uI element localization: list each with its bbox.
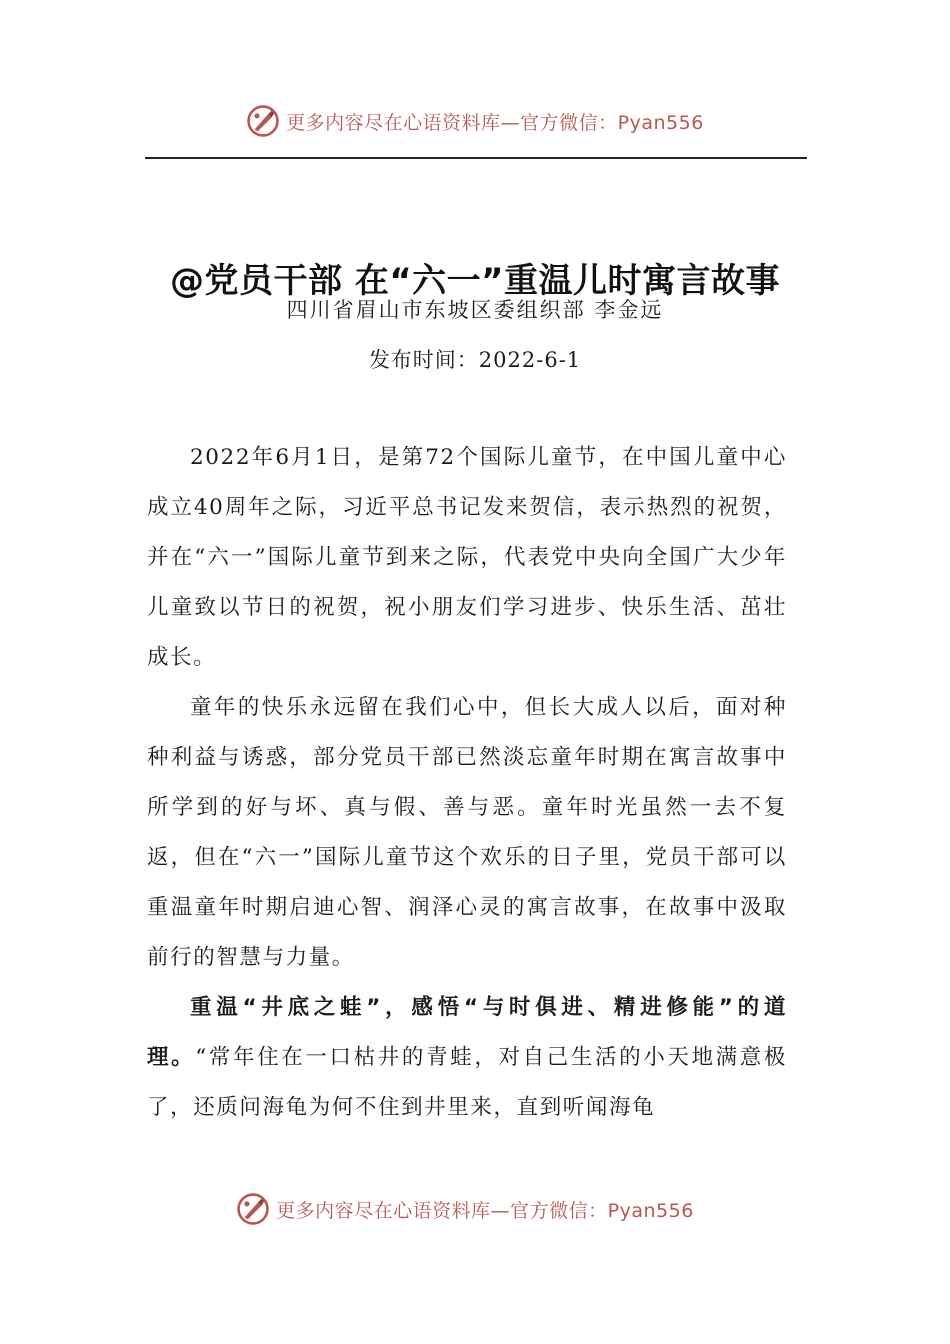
paragraph-text: “常年住在一口枯井的青蛙，对自己生活的小天地满意极了，还质问海龟为何不住到井里来，直到听闻海龟 [147,1045,787,1120]
header-divider [145,157,807,159]
header-banner-text: 更多内容尽在心语资料库—官方微信：Pyan556 [286,111,704,134]
paragraph-text: 童年的快乐永远留在我们心中，但长大成人以后，面对种种利益与诱惑，部分党员干部已然淡忘童年时期在寓言故事中所学到的好与坏、真与假、善与恶。童年时光虽然一去不复返，但在“六一”国际儿童节这个欢乐的日子里，党员干部可以重温童年时期启迪心智、润泽心灵的寓言故事，在故事中汲取前行的智慧与力量。 [147,695,787,970]
pen-seal-logo-icon [246,104,280,138]
article-publish-date: 发布时间：2022-6-1 [368,348,582,372]
article-title: @党员干部 在“六一”重温儿时寓言故事 [169,260,781,301]
paragraph-text: 2022年6月1日，是第72个国际儿童节，在中国儿童中心成立40周年之际，习近平总书记发来贺信，表示热烈的祝贺，并在“六一”国际儿童节到来之际，代表党中央向全国广大少年儿童致以节日的祝贺，祝小朋友们学习进步、快乐生活、茁壮成长。 [147,445,787,670]
article-paragraph [147,983,787,1133]
footer-banner-text: 更多内容尽在心语资料库—官方微信：Pyan556 [276,1199,694,1222]
article-author: 四川省眉山市东坡区委组织部 李金远 [286,298,664,322]
header-watermark-banner [0,104,950,138]
article-body [147,433,787,1133]
article-paragraph [147,683,787,983]
footer-watermark-banner [0,1192,940,1226]
pen-seal-logo-icon [236,1192,270,1226]
article-paragraph [147,433,787,683]
paragraph-lead: 重温“井底之蛙”，感悟“与时俱进、精进修能”的道理。 [147,995,787,1070]
